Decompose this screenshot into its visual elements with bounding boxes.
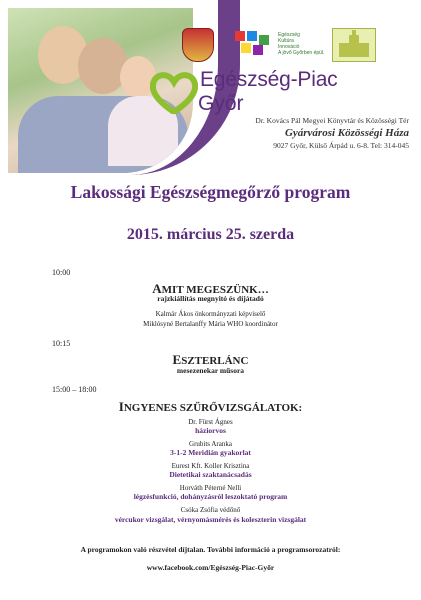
screening-service: Dietetikai szaktanácsadás [169, 470, 252, 479]
speaker-line: Kalmár Ákos önkormányzati képviselő [155, 310, 266, 318]
program-logo [278, 32, 328, 60]
brand-city: Győr [198, 92, 244, 115]
screening-service: 3-1-2 Meridián gyakorlat [170, 448, 251, 457]
program-logo-text: Egészség [278, 32, 300, 38]
program-logo-text: Kultúra [278, 38, 294, 44]
time-label: 10:15 [52, 339, 71, 348]
screening-service: háziorvos [195, 426, 226, 435]
organizer-address [179, 116, 409, 150]
header [0, 0, 421, 175]
program-logo-text: A jövő Győrben épül. [278, 50, 325, 56]
time-label: 10:00 [52, 268, 71, 277]
logo-row [180, 28, 410, 62]
speaker-line: Miklósyné Bertalanffy Mária WHO koordinátor [143, 320, 278, 328]
program-logo-text: Innováció [278, 44, 300, 50]
venue-name: Gyárvárosi Közösségi Háza [284, 127, 409, 139]
heading-text: MIT MEGESZÜNK… [161, 284, 269, 296]
coat-of-arms-icon [182, 28, 214, 62]
heading-initial: A [152, 281, 162, 296]
page-title: Lakossági Egészségmegőrző program [70, 182, 351, 202]
puzzle-logo-icon [235, 31, 271, 59]
heading-text: SZTERLÁNC [181, 355, 249, 367]
screening-provider: Grubits Aranka [189, 440, 232, 448]
brand-name: Egészség-Piac [200, 68, 338, 91]
screening-provider: Csóka Zsófia védőnő [180, 506, 241, 514]
screening-provider: Eurest Kft. Koller Krisztina [171, 462, 250, 470]
organizer-line: Dr. Kovács Pál Megyei Könyvtár és Közösségi Tér [255, 116, 409, 125]
facebook-link[interactable]: www.facebook.com/Egészség-Piac-Győr [146, 563, 275, 572]
section-heading [0, 398, 421, 416]
venue-address: 9027 Győr, Külső Árpád u. 6-8. Tel: 314-045 [273, 141, 409, 150]
footer-info: A programokon való részvétel díjtalan. További információ a programsorozatról: [80, 545, 341, 554]
screening-service: légzésfunkció, dohányzásról leszoktató program [133, 492, 288, 501]
heart-logo-icon [150, 70, 198, 114]
event-date: 2015. március 25. szerda [126, 226, 295, 243]
building-logo-icon [332, 28, 376, 62]
time-label: 15:00 – 18:00 [52, 385, 97, 394]
screening-provider: Dr. Fürst Ágnes [188, 418, 233, 426]
heading-text: NGYENES SZŰRŐVIZSGÁLATOK: [123, 402, 303, 414]
heading-initial: I [118, 399, 124, 414]
screening-service: vércukor vizsgálat, vérnyomásmérés és koleszterin vizsgálat [114, 515, 307, 524]
heading-initial: E [172, 352, 182, 367]
screening-provider: Horváth Péterné Nelli [179, 484, 242, 492]
section-subtitle: mesezenekar műsora [176, 366, 245, 375]
section-subtitle: rajzkiállítás megnyitó és díjátadó [157, 294, 264, 303]
